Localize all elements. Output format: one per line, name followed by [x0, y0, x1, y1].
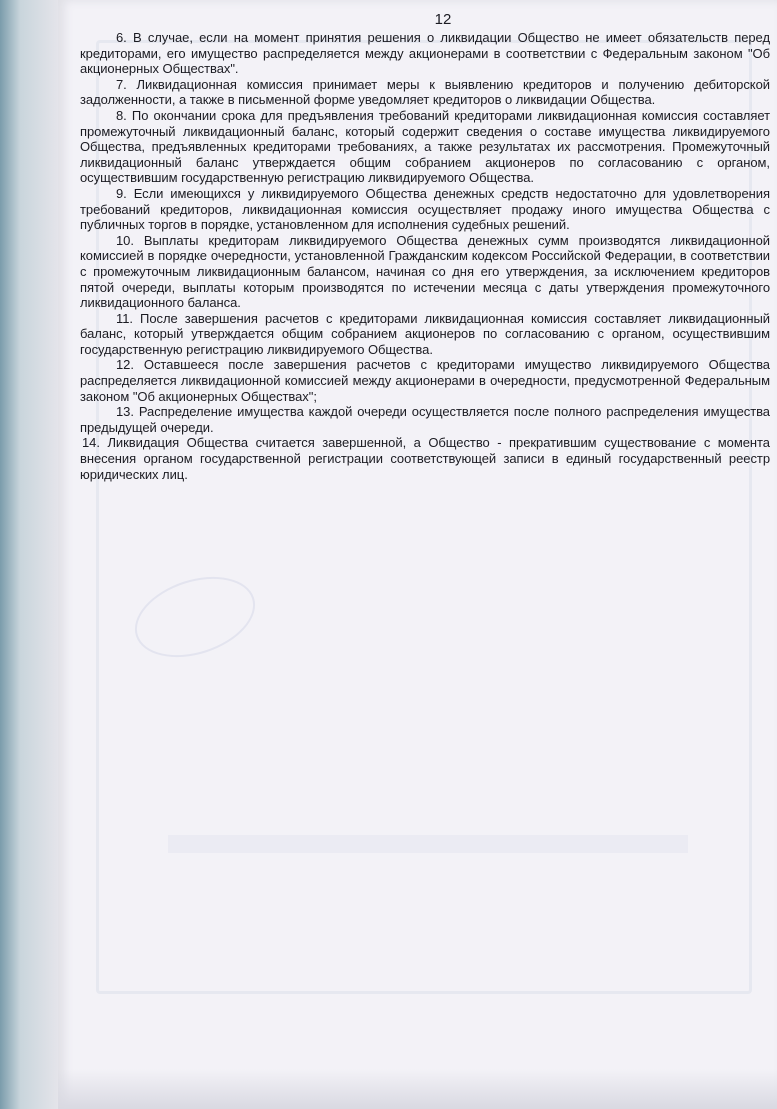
page-content	[80, 10, 770, 482]
paragraph-7: 7. Ликвидационная комиссия принимает меры к выявлению кредиторов и получению дебиторской задолженности, а также в письменной форме уведомляет кредиторов о ликвидации Общества.	[80, 76, 770, 108]
paragraph-12: 12. Оставшееся после завершения расчетов с кредиторами имущество ликвидируемого Общества распределяется ликвидационной комиссией между акционерами в очередности, предусмотренной Федеральным законом "Об акционерных Обществах";	[80, 357, 770, 404]
show-through-stamp	[125, 563, 266, 672]
scan-edge	[0, 0, 58, 1109]
paragraph-6: 6. В случае, если на момент принятия решения о ликвидации Общество не имеет обязательств перед кредиторами, его имущество распределяется между акционерами в соответствии с Федеральным законом "Об акционерных Обществах".	[80, 30, 770, 77]
show-through-band	[168, 835, 688, 853]
page-number: 12	[434, 11, 452, 28]
paragraph-8: 8. По окончании срока для предъявления требований кредиторами ликвидационная комиссия составляет промежуточный ликвидационный баланс, который содержит сведения о составе имущества ликвидируемого Общества, предъявленных кредиторами требованиях, а также результатах их рассмотрения. Промежуточный ликвидационный баланс утверждается общим собранием акционеров по согласованию с органом, осуществившим государственную регистрацию ликвидируемого Общества.	[80, 107, 770, 186]
paragraph-14: 14. Ликвидация Общества считается завершенной, а Общество - прекратившим существование с момента внесения органом государственной регистрации соответствующей записи в единый государственный реестр юридических лиц.	[80, 435, 770, 482]
paragraph-10: 10. Выплаты кредиторам ликвидируемого Общества денежных сумм производятся ликвидационной комиссией в порядке очередности, установленной Гражданским кодексом Российской Федерации, в соответствии с промежуточным ликвидационным балансом, начиная со дня его утверждения, за исключением кредиторов пятой очереди, выплаты которым производятся по истечении месяца с даты утверждения промежуточного ликвидационного баланса.	[80, 232, 770, 311]
paragraph-9: 9. Если имеющихся у ликвидируемого Общества денежных средств недостаточно для удовлетворения требований кредиторов, ликвидационная комиссия осуществляет продажу иного имущества Общества с публичных торгов в порядке, установленном для исполнения судебных решений.	[80, 185, 770, 233]
document-page	[58, 0, 777, 1109]
page-bottom-shade	[58, 1069, 777, 1109]
paragraph-13: 13. Распределение имущества каждой очереди осуществляется после полного распределения имущества предыдущей очереди.	[80, 404, 770, 435]
paragraph-11: 11. После завершения расчетов с кредиторами ликвидационная комиссия составляет ликвидационный баланс, который утверждается общим собранием акционеров по согласованию с органом, осуществившим государственную регистрацию ликвидируемого Общества.	[80, 310, 770, 357]
